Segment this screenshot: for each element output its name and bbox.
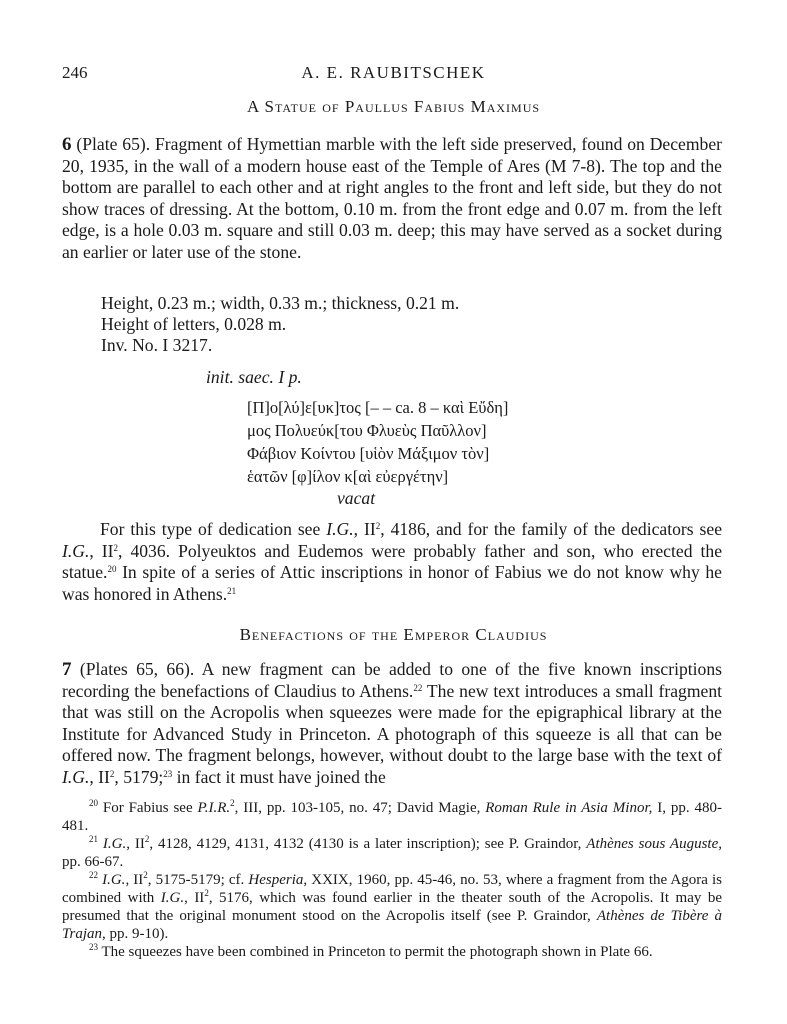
citation-pir: P.I.R. xyxy=(197,800,231,816)
text-run: , pp. 66-67. xyxy=(62,836,723,870)
running-head: A. E. RAUBITSCHEK xyxy=(301,63,486,82)
text-run: In spite of a series of Attic inscriptions in honor of Fabius we do not know why he was honored in Athens. xyxy=(62,562,722,604)
citation-ig: I.G. xyxy=(62,766,90,787)
text-run: , 5175-5179; cf. xyxy=(147,872,249,888)
superscript: 2 xyxy=(230,798,235,808)
text-run: , II xyxy=(184,890,205,906)
text-run: I, pp. 480-481. xyxy=(62,800,722,834)
text-run: , II xyxy=(353,519,376,539)
footnote-ref-23: 23 xyxy=(163,768,173,779)
inscription-line-3: Φάβιον Κοίντου [υἱὸν Μάξιμον τὸν] xyxy=(247,444,490,463)
text-run: , II xyxy=(126,836,145,852)
footnote-ref-21: 21 xyxy=(227,585,237,596)
inscription-line-4: ἑατῶν [φ]ίλον κ[αὶ εὐεργέτην] xyxy=(247,467,449,486)
inscription-line-1: [Π]ο[λύ]ε[υκ]τος [– – ca. 8 – καὶ Εὔδη] xyxy=(247,398,509,417)
text-run: , II xyxy=(89,766,110,787)
paragraph-7-description xyxy=(62,659,722,788)
footnote-number: 23 xyxy=(89,942,98,952)
footnote-ref-22: 22 xyxy=(413,682,423,693)
inventory-number: Inv. No. I 3217. xyxy=(101,335,213,355)
footnote-ref-20: 20 xyxy=(107,564,117,574)
citation-title: Athènes sous Auguste xyxy=(586,836,719,852)
page-number: 246 xyxy=(62,63,88,82)
footnote-number: 22 xyxy=(89,870,98,880)
superscript: 2 xyxy=(143,870,148,880)
citation-ig: I.G. xyxy=(326,519,354,539)
date-line: init. saec. I p. xyxy=(206,367,302,387)
text-run: (Plates 65, 66). A new fragment can be added to one of the five known inscriptions recording the benefactions of Claudius to Athens. xyxy=(62,659,722,701)
footnote-number: 21 xyxy=(89,834,98,844)
text-run: , II xyxy=(89,540,114,561)
citation-title: Hesperia xyxy=(248,872,304,888)
citation-ig: I.G. xyxy=(102,836,127,852)
citation-title: Athènes de Tibère à Trajan xyxy=(62,908,722,942)
text-run: in fact it must have joined the xyxy=(172,766,386,787)
footnote-22 xyxy=(62,871,722,943)
text-run: , 5176, which was found earlier in the theater south of the Acropolis. It may be presumed that the original monument stood on the Acropolis itself (see P. Graindor, xyxy=(62,890,722,924)
text-run: The new text introduces a small fragment that was still on the Acropolis when squeezes were made for the epigraphical library at the Institute for Advanced Study in Princeton. A photograph of this squeeze is all that can be offered now. The fragment belongs, however, without doubt to the large base with the text of xyxy=(62,680,723,765)
text-run: , 4186, and for the family of the dedicators see xyxy=(380,519,723,539)
text-run: , II xyxy=(125,872,144,888)
superscript: 2 xyxy=(113,542,119,553)
footnote-number: 20 xyxy=(89,798,98,808)
paragraph-text: (Plate 65). Fragment of Hymettian marble with the left side preserved, found on December 20, 1935, in the wall of a modern house east of the Temple of Ares (M 7-8). The top and the bottom are parallel to each other and at right angles to the front and left side, but they do not show traces of dressing. At the bottom, 0.10 m. from the front edge and 0.07 m. from the left edge, is a hole 0.03 m. square and still 0.03 m. deep; this may have served as a socket during an earlier or later use of the stone. xyxy=(62,134,722,262)
text-run: , XXIX, 1960, pp. 45-46, no. 53, where a fragment from the Agora is combined with xyxy=(62,872,723,906)
paragraph-6-description xyxy=(62,134,722,263)
measurement-dimensions: Height, 0.23 m.; width, 0.33 m.; thickness, 0.21 m. xyxy=(101,293,460,313)
footnote-20 xyxy=(62,799,722,835)
text-run: , 5179; xyxy=(114,766,164,787)
citation-ig: I.G. xyxy=(102,872,126,888)
footnotes xyxy=(62,799,722,961)
superscript: 2 xyxy=(204,888,209,898)
footnote-21 xyxy=(62,835,722,871)
section-number-6: 6 xyxy=(62,134,72,155)
text-run: , 4036. Polyeuktos and Eudemos were probably father and son, who erected the statue. xyxy=(62,540,723,582)
text-run: For Fabius see xyxy=(98,800,198,816)
vacat-label: vacat xyxy=(337,488,376,508)
inscription-line-2: μος Πολυεύκ[του Φλυεὺς Παῦλλον] xyxy=(247,421,487,440)
text-run: , III, pp. 103-105, no. 47; David Magie, xyxy=(234,800,486,816)
footnote-23 xyxy=(62,943,722,961)
section-title-6: A Statue of Paullus Fabius Maximus xyxy=(246,97,541,116)
paragraph-6-commentary xyxy=(62,519,722,605)
citation-ig: I.G. xyxy=(62,540,90,561)
text-run: , pp. 9-10). xyxy=(102,926,169,942)
text-run: For this type of dedication see xyxy=(100,519,327,539)
measurement-letters: Height of letters, 0.028 m. xyxy=(101,314,287,334)
citation-title: Roman Rule in Asia Minor, xyxy=(485,800,653,816)
inscription-text xyxy=(247,396,508,488)
section-title-7: Benefactions of the Emperor Claudius xyxy=(239,625,548,644)
section-number-7: 7 xyxy=(62,659,72,680)
text-run: , 4128, 4129, 4131, 4132 (4130 is a later inscription); see P. Graindor, xyxy=(149,836,587,852)
superscript: 2 xyxy=(109,768,115,779)
superscript: 2 xyxy=(144,834,150,844)
citation-ig: I.G. xyxy=(160,890,185,906)
superscript: 2 xyxy=(375,521,381,531)
text-run: The squeezes have been combined in Princeton to permit the photograph shown in Plate 66. xyxy=(98,944,653,960)
